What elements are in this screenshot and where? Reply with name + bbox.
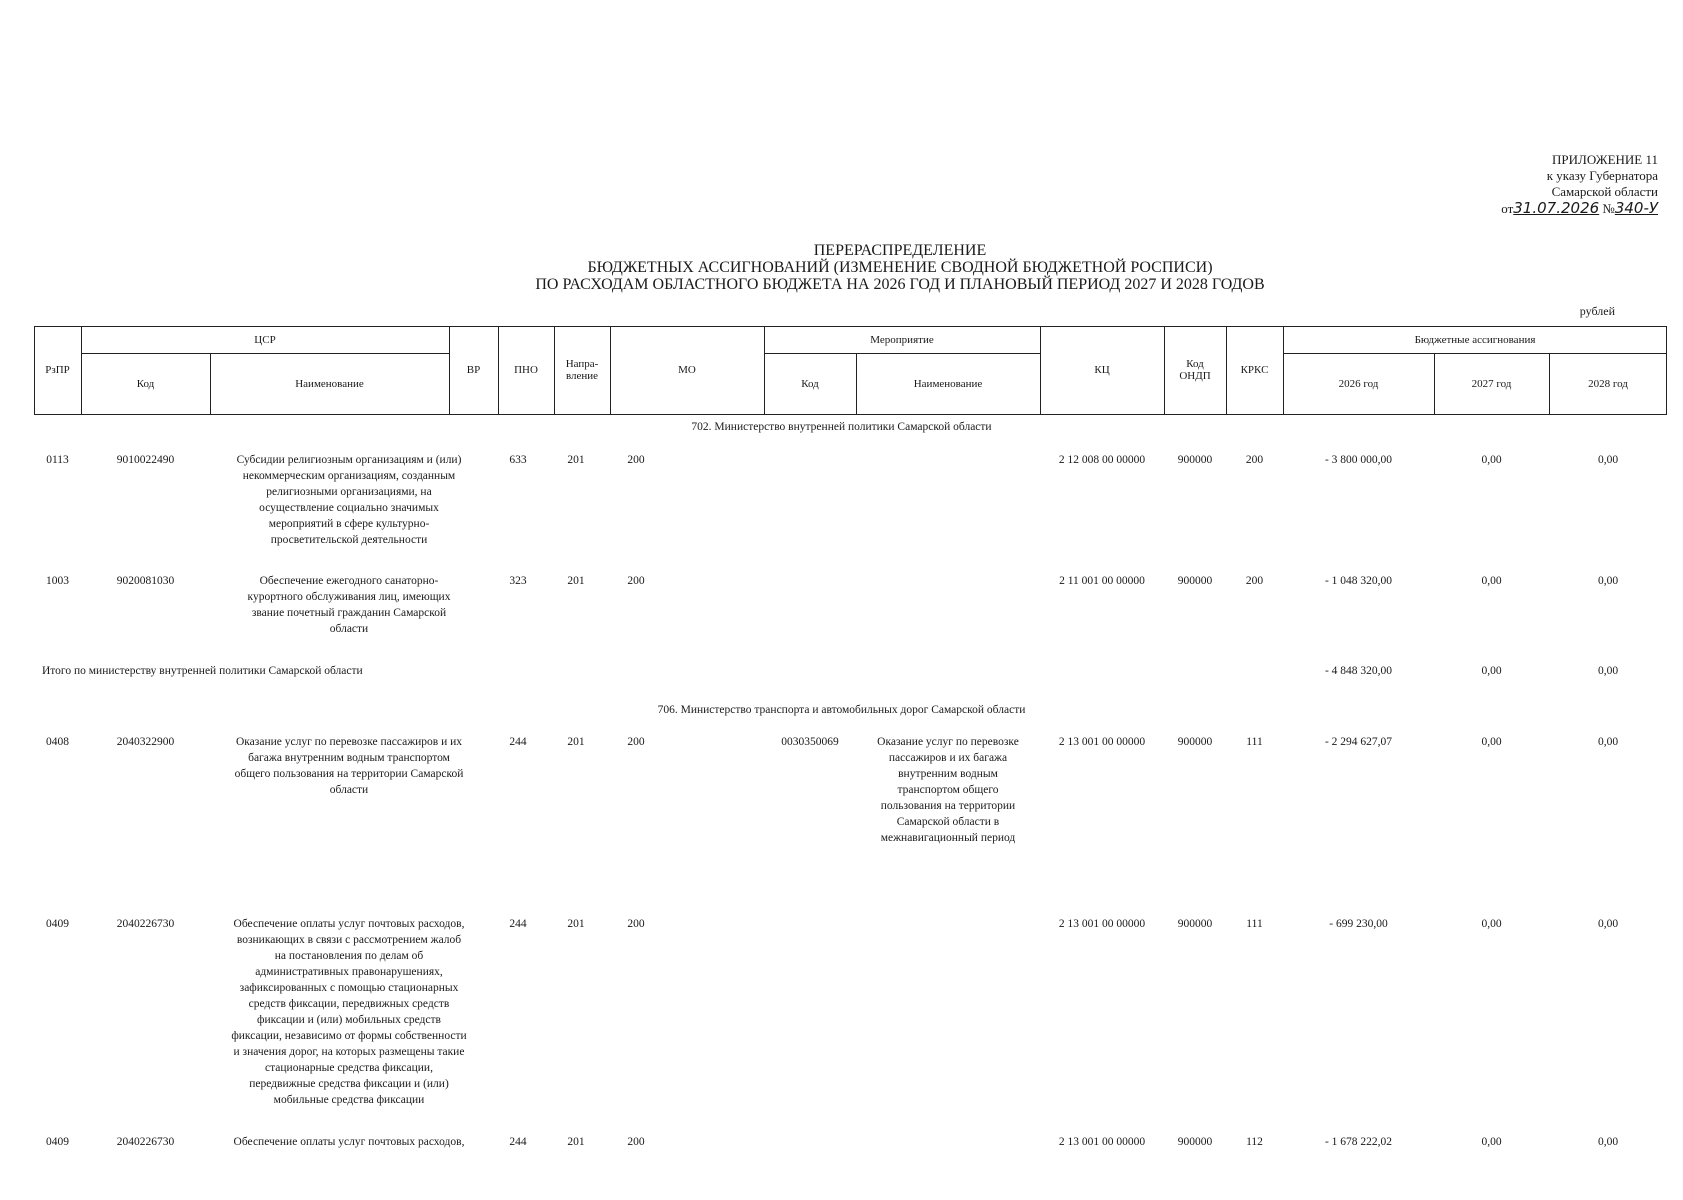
handwritten-date: 31.07.2026 (1513, 199, 1600, 217)
subtotal-2026: - 4 848 320,00 (1324, 665, 1393, 677)
header-csr-code: Код (136, 377, 155, 390)
header-budget: Бюджетные ассигнования (1414, 333, 1536, 346)
row-rzpr: 1003 (46, 575, 69, 587)
row-2026: - 1 048 320,00 (1324, 575, 1393, 587)
row-krks: 112 (1246, 1136, 1263, 1148)
row-csr-code: 2040322900 (116, 736, 175, 748)
row-vr: 633 (509, 454, 527, 466)
row-direction: 200 (627, 1136, 645, 1148)
header-2026: 2026 год (1338, 377, 1379, 390)
row-ondp: 900000 (1177, 454, 1213, 466)
row-2027: 0,00 (1481, 1136, 1502, 1148)
row-2027: 0,00 (1481, 736, 1502, 748)
row-kc: 2 13 001 00 00000 (1058, 736, 1146, 748)
row-2026: - 3 800 000,00 (1324, 454, 1393, 466)
row-kc: 2 11 001 00 00000 (1059, 575, 1145, 587)
row-2027: 0,00 (1481, 918, 1502, 930)
row-2026: - 2 294 627,07 (1324, 736, 1393, 748)
section-702-heading: 702. Министерство внутренней политики Самарской области (691, 421, 992, 433)
row-csr-code: 2040226730 (116, 1136, 175, 1148)
date-prefix: от (1501, 201, 1514, 216)
units-label: рублей (1579, 304, 1615, 318)
row-rzpr: 0408 (46, 736, 69, 748)
appendix-date-line (1398, 200, 1658, 217)
row-event-name: Оказание услуг по перевозке пассажиров и их багажа внутренним водным транспортом общего пользования на территории Самарской области в межнавигационный период (877, 736, 1019, 844)
row-2026: - 1 678 222,02 (1324, 1136, 1393, 1148)
header-rzpr: РзПР (45, 364, 70, 376)
header-event-code: Код (801, 377, 819, 390)
row-rzpr: 0409 (46, 918, 69, 930)
header-csr: ЦСР (254, 333, 276, 346)
row-krks: 200 (1245, 454, 1264, 466)
row-direction: 200 (627, 454, 645, 466)
header-bottom-border (34, 414, 1667, 415)
row-2026: - 699 230,00 (1329, 918, 1388, 930)
row-rzpr: 0113 (46, 454, 69, 466)
row-direction: 200 (627, 918, 645, 930)
header-pno: ПНО (514, 364, 538, 376)
row-vr: 244 (509, 736, 527, 748)
row-csr-name: Субсидии религиозным организациям и (или) некоммерческим организациям, созданным религиозными организациями, на осуществление социально значимых мероприятий в сфере культурно- просветительской деятельности (236, 454, 462, 546)
row-2028: 0,00 (1597, 736, 1619, 748)
row-2027: 0,00 (1481, 575, 1502, 587)
table-header (34, 326, 1667, 414)
row-rzpr: 0409 (46, 1136, 69, 1148)
row-2028: 0,00 (1597, 1136, 1619, 1148)
appendix-block (1398, 152, 1658, 217)
row-ondp: 900000 (1177, 1136, 1213, 1148)
row-2028: 0,00 (1597, 918, 1619, 930)
row-kc: 2 12 008 00 00000 (1058, 454, 1146, 466)
subtotal-label: Итого по министерству внутренней политики Самарской области (42, 665, 363, 677)
row-csr-name: Обеспечение оплаты услуг почтовых расходов, возникающих в связи с рассмотрением жалоб на постановления по делам об административных правонарушениях, зафиксированных с помощью стационарных средств фиксации, передвижных средств фиксации и (или) мобильных средств фиксации, независимо от формы собственности и значения дорог, на которых размещены такие стационарные средства фиксации, передвижные средства фиксации и (или) мобильные средства фиксации (231, 918, 467, 1106)
row-csr-name: Обеспечение оплаты услуг почтовых расходов, (233, 1136, 465, 1148)
row-csr-name: Оказание услуг по перевозке пассажиров и их багажа внутренним водным транспортом общего пользования на территории Самарской области (234, 736, 464, 796)
row-ondp: 900000 (1177, 736, 1213, 748)
row-direction: 200 (627, 736, 645, 748)
subtotal-2028: 0,00 (1597, 665, 1619, 677)
header-kc: КЦ (1094, 364, 1110, 376)
header-direction: Напра- вление (565, 358, 599, 382)
section-706-heading: 706. Министерство транспорта и автомобильных дорог Самарской области (657, 704, 1026, 716)
handwritten-number: 340-У (1614, 199, 1658, 217)
row-csr-code: 9010022490 (116, 454, 175, 466)
row-direction: 200 (627, 575, 645, 587)
row-csr-code: 2040226730 (116, 918, 175, 930)
appendix-line2: к указу Губернатора (1546, 168, 1658, 183)
header-event-name: Наименование (913, 377, 983, 390)
row-vr: 323 (509, 575, 527, 587)
title-line3: ПО РАСХОДАМ ОБЛАСТНОГО БЮДЖЕТА НА 2026 ГОД И ПЛАНОВЫЙ ПЕРИОД 2027 И 2028 ГОДОВ (535, 276, 1265, 293)
header-csr-name: Наименование (295, 377, 364, 390)
header-event: Мероприятие (870, 333, 934, 346)
row-ondp: 900000 (1177, 918, 1213, 930)
row-pno: 201 (567, 918, 585, 930)
row-csr-code: 9020081030 (116, 575, 175, 587)
header-krks: КРКС (1240, 364, 1269, 376)
row-vr: 244 (509, 1136, 527, 1148)
subtotal-2027: 0,00 (1481, 665, 1502, 677)
row-2027: 0,00 (1481, 454, 1502, 466)
row-pno: 201 (567, 575, 585, 587)
header-vr: ВР (466, 364, 481, 376)
row-kc: 2 13 001 00 00000 (1058, 1136, 1146, 1148)
number-prefix: № (1602, 201, 1615, 216)
appendix-line1: ПРИЛОЖЕНИЕ 11 (1552, 152, 1658, 167)
header-mo: МО (678, 364, 696, 376)
row-kc: 2 13 001 00 00000 (1058, 918, 1146, 930)
row-pno: 201 (567, 736, 585, 748)
header-2027: 2027 год (1471, 377, 1512, 390)
row-krks: 111 (1246, 736, 1263, 748)
title-line2: БЮДЖЕТНЫХ АССИГНОВАНИЙ (ИЗМЕНЕНИЕ СВОДНОЙ БЮДЖЕТНОЙ РОСПИСИ) (587, 259, 1213, 276)
row-2028: 0,00 (1597, 454, 1619, 466)
header-2028: 2028 год (1588, 377, 1628, 390)
row-pno: 201 (567, 1136, 585, 1148)
appendix-line3: Самарской области (1551, 184, 1658, 199)
row-pno: 201 (567, 454, 585, 466)
row-event-code: 0030350069 (781, 736, 839, 748)
row-krks: 111 (1246, 918, 1263, 930)
header-ondp: Код ОНДП (1179, 358, 1211, 382)
row-ondp: 900000 (1177, 575, 1213, 587)
row-krks: 200 (1245, 575, 1264, 587)
document-title (400, 242, 1400, 293)
row-vr: 244 (509, 918, 527, 930)
row-csr-name: Обеспечение ежегодного санаторно- курортного обслуживания лиц, имеющих звание почетный гражданин Самарской области (247, 575, 451, 635)
title-line1: ПЕРЕРАСПРЕДЕЛЕНИЕ (813, 242, 987, 259)
row-2028: 0,00 (1597, 575, 1619, 587)
